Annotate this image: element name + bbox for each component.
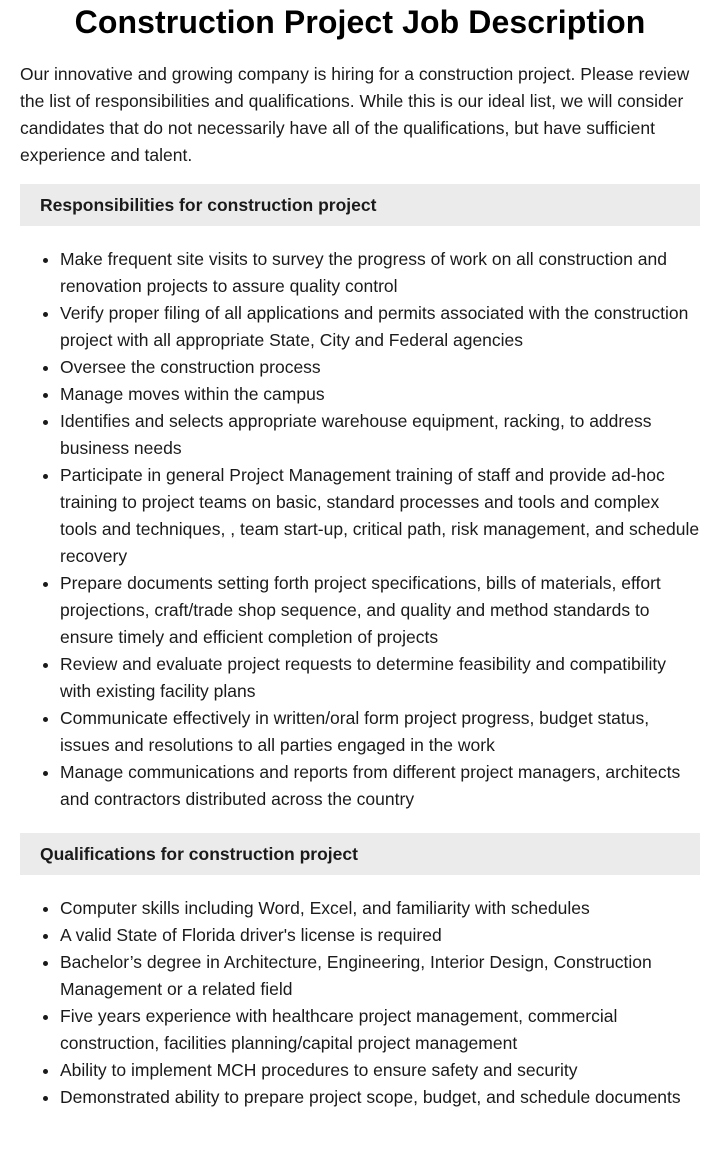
list-item: • Review and evaluate project requests to determine feasibility and compatibility with existing facility plans	[60, 651, 700, 705]
responsibilities-list	[20, 246, 700, 813]
list-item: • Computer skills including Word, Excel, and familiarity with schedules	[60, 895, 700, 922]
list-item: • Five years experience with healthcare project management, commercial construction, facilities planning/capital project management	[60, 1003, 700, 1057]
list-item: • Ability to implement MCH procedures to ensure safety and security	[60, 1057, 700, 1084]
list-item: • Prepare documents setting forth project specifications, bills of materials, effort projections, craft/trade shop sequence, and quality and method standards to ensure timely and efficient completion of projects	[60, 570, 700, 651]
list-item: • Identifies and selects appropriate warehouse equipment, racking, to address business needs	[60, 408, 700, 462]
list-item: • Oversee the construction process	[60, 354, 700, 381]
qualifications-heading: Qualifications for construction project	[20, 833, 700, 875]
list-item: • Bachelor’s degree in Architecture, Engineering, Interior Design, Construction Management or a related field	[60, 949, 700, 1003]
responsibilities-heading: Responsibilities for construction project	[20, 184, 700, 226]
list-item: • Participate in general Project Management training of staff and provide ad-hoc training to project teams on basic, standard processes and tools and complex tools and techniques, , team start-up, critical path, risk management, and schedule recovery	[60, 462, 700, 570]
page-title: Construction Project Job Description	[74, 4, 646, 40]
qualifications-list	[20, 895, 700, 1111]
list-item: • Demonstrated ability to prepare project scope, budget, and schedule documents	[60, 1084, 700, 1111]
list-item: • Communicate effectively in written/oral form project progress, budget status, issues and resolutions to all parties engaged in the work	[60, 705, 700, 759]
section-spacer	[20, 813, 700, 818]
list-item: • Manage moves within the campus	[60, 381, 700, 408]
intro-paragraph: Our innovative and growing company is hiring for a construction project. Please review the list of responsibilities and qualifications. While this is our ideal list, we will consider candidates that do not necessarily have all of the qualifications, but have sufficient experience and talent.	[20, 64, 690, 165]
list-item: • Make frequent site visits to survey the progress of work on all construction and renovation projects to assure quality control	[60, 246, 700, 300]
list-item: • A valid State of Florida driver's license is required	[60, 922, 700, 949]
list-item: • Manage communications and reports from different project managers, architects and contractors distributed across the country	[60, 759, 700, 813]
list-item: • Verify proper filing of all applications and permits associated with the construction project with all appropriate State, City and Federal agencies	[60, 300, 700, 354]
